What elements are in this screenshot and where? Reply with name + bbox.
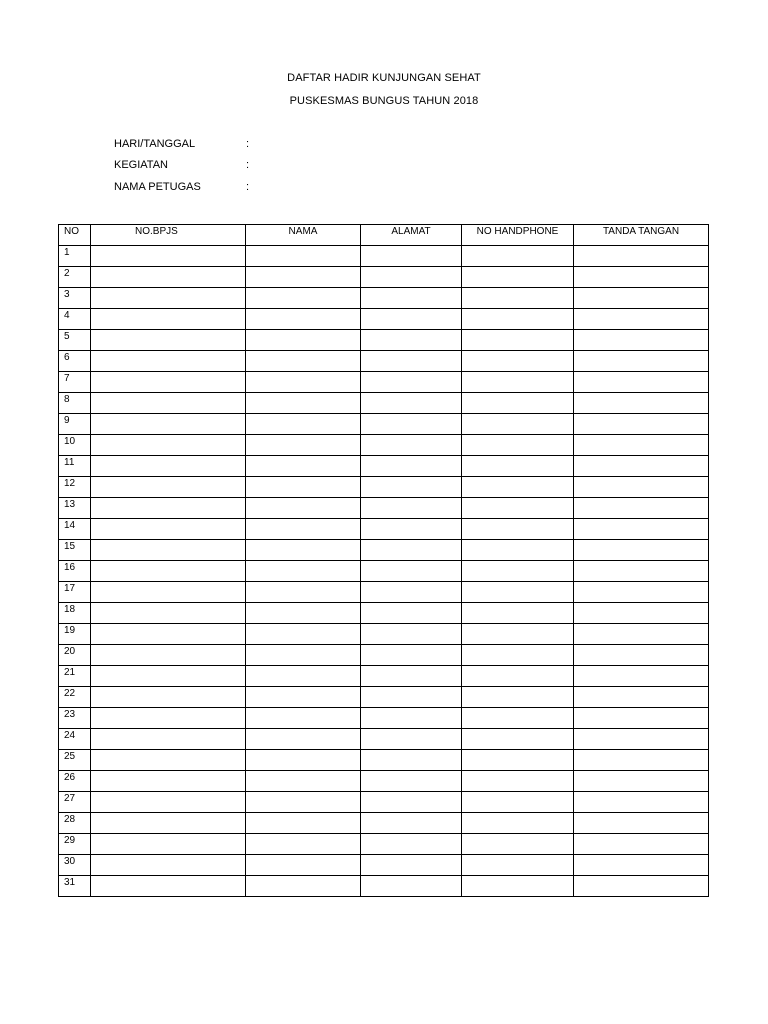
- cell-alamat: [361, 351, 462, 372]
- cell-nama: [246, 603, 361, 624]
- row-number: 19: [59, 624, 91, 645]
- cell-nama: [246, 582, 361, 603]
- cell-tanda-tangan: [574, 834, 709, 855]
- cell-tanda-tangan: [574, 708, 709, 729]
- cell-no-handphone: [462, 624, 574, 645]
- row-number: 31: [59, 876, 91, 897]
- cell-no-bpjs: [91, 540, 246, 561]
- table-row: [59, 519, 709, 540]
- cell-nama: [246, 246, 361, 267]
- cell-tanda-tangan: [574, 582, 709, 603]
- row-number: 16: [59, 561, 91, 582]
- cell-alamat: [361, 750, 462, 771]
- cell-alamat: [361, 414, 462, 435]
- cell-tanda-tangan: [574, 855, 709, 876]
- table-row: [59, 456, 709, 477]
- cell-alamat: [361, 624, 462, 645]
- table-row: [59, 582, 709, 603]
- cell-tanda-tangan: [574, 687, 709, 708]
- cell-tanda-tangan: [574, 498, 709, 519]
- row-number: 4: [59, 309, 91, 330]
- row-number: 3: [59, 288, 91, 309]
- cell-no-bpjs: [91, 750, 246, 771]
- row-number: 11: [59, 456, 91, 477]
- cell-no-handphone: [462, 771, 574, 792]
- table-row: [59, 435, 709, 456]
- header-no-bpjs: NO.BPJS: [91, 225, 246, 246]
- cell-tanda-tangan: [574, 435, 709, 456]
- cell-no-bpjs: [91, 603, 246, 624]
- cell-nama: [246, 708, 361, 729]
- row-number: 27: [59, 792, 91, 813]
- cell-nama: [246, 393, 361, 414]
- cell-no-handphone: [462, 729, 574, 750]
- cell-nama: [246, 414, 361, 435]
- table-row: [59, 540, 709, 561]
- cell-tanda-tangan: [574, 561, 709, 582]
- table-row: [59, 393, 709, 414]
- table-row: [59, 351, 709, 372]
- cell-alamat: [361, 435, 462, 456]
- table-header-row: [59, 225, 709, 246]
- cell-nama: [246, 687, 361, 708]
- cell-nama: [246, 435, 361, 456]
- cell-nama: [246, 834, 361, 855]
- cell-no-bpjs: [91, 624, 246, 645]
- field-nama-petugas: [114, 181, 249, 193]
- cell-alamat: [361, 309, 462, 330]
- cell-no-bpjs: [91, 267, 246, 288]
- cell-no-bpjs: [91, 456, 246, 477]
- cell-no-handphone: [462, 582, 574, 603]
- cell-nama: [246, 330, 361, 351]
- field-hari-tanggal: [114, 138, 249, 150]
- table-row: [59, 561, 709, 582]
- cell-nama: [246, 267, 361, 288]
- cell-tanda-tangan: [574, 351, 709, 372]
- cell-no-bpjs: [91, 855, 246, 876]
- cell-tanda-tangan: [574, 603, 709, 624]
- cell-alamat: [361, 540, 462, 561]
- cell-no-handphone: [462, 330, 574, 351]
- row-number: 30: [59, 855, 91, 876]
- cell-no-handphone: [462, 498, 574, 519]
- cell-tanda-tangan: [574, 477, 709, 498]
- cell-no-handphone: [462, 414, 574, 435]
- cell-nama: [246, 561, 361, 582]
- cell-no-bpjs: [91, 813, 246, 834]
- cell-no-handphone: [462, 666, 574, 687]
- cell-nama: [246, 372, 361, 393]
- cell-no-handphone: [462, 519, 574, 540]
- cell-no-bpjs: [91, 561, 246, 582]
- cell-alamat: [361, 603, 462, 624]
- cell-alamat: [361, 498, 462, 519]
- field-separator: :: [246, 159, 250, 171]
- row-number: 12: [59, 477, 91, 498]
- field-label: KEGIATAN: [114, 159, 168, 171]
- row-number: 29: [59, 834, 91, 855]
- field-kegiatan: [114, 159, 249, 171]
- cell-no-handphone: [462, 645, 574, 666]
- cell-nama: [246, 288, 361, 309]
- table-row: [59, 624, 709, 645]
- cell-tanda-tangan: [574, 813, 709, 834]
- cell-tanda-tangan: [574, 267, 709, 288]
- row-number: 10: [59, 435, 91, 456]
- table-row: [59, 372, 709, 393]
- cell-no-handphone: [462, 267, 574, 288]
- row-number: 1: [59, 246, 91, 267]
- table-row: [59, 792, 709, 813]
- cell-alamat: [361, 519, 462, 540]
- cell-alamat: [361, 666, 462, 687]
- cell-alamat: [361, 288, 462, 309]
- row-number: 15: [59, 540, 91, 561]
- cell-no-bpjs: [91, 792, 246, 813]
- row-number: 21: [59, 666, 91, 687]
- cell-no-bpjs: [91, 309, 246, 330]
- cell-tanda-tangan: [574, 666, 709, 687]
- cell-nama: [246, 876, 361, 897]
- cell-alamat: [361, 246, 462, 267]
- row-number: 26: [59, 771, 91, 792]
- cell-nama: [246, 813, 361, 834]
- field-separator: :: [246, 181, 250, 193]
- row-number: 2: [59, 267, 91, 288]
- table-row: [59, 288, 709, 309]
- cell-no-handphone: [462, 393, 574, 414]
- row-number: 6: [59, 351, 91, 372]
- field-label: HARI/TANGGAL: [114, 138, 196, 150]
- cell-no-bpjs: [91, 414, 246, 435]
- table-row: [59, 834, 709, 855]
- cell-nama: [246, 456, 361, 477]
- table-row: [59, 330, 709, 351]
- table-row: [59, 687, 709, 708]
- cell-alamat: [361, 834, 462, 855]
- cell-no-bpjs: [91, 435, 246, 456]
- table-row: [59, 645, 709, 666]
- cell-no-handphone: [462, 288, 574, 309]
- row-number: 5: [59, 330, 91, 351]
- cell-alamat: [361, 372, 462, 393]
- cell-alamat: [361, 687, 462, 708]
- cell-no-bpjs: [91, 498, 246, 519]
- cell-tanda-tangan: [574, 645, 709, 666]
- cell-tanda-tangan: [574, 771, 709, 792]
- cell-no-handphone: [462, 876, 574, 897]
- cell-tanda-tangan: [574, 624, 709, 645]
- table-row: [59, 855, 709, 876]
- cell-tanda-tangan: [574, 876, 709, 897]
- cell-no-bpjs: [91, 351, 246, 372]
- field-separator: :: [246, 138, 250, 150]
- header-tanda-tangan: TANDA TANGAN: [574, 225, 709, 246]
- cell-tanda-tangan: [574, 729, 709, 750]
- row-number: 14: [59, 519, 91, 540]
- cell-no-handphone: [462, 309, 574, 330]
- row-number: 25: [59, 750, 91, 771]
- table-row: [59, 309, 709, 330]
- cell-no-bpjs: [91, 477, 246, 498]
- field-label: NAMA PETUGAS: [114, 181, 201, 193]
- table-row: [59, 876, 709, 897]
- header-no-handphone: NO HANDPHONE: [462, 225, 574, 246]
- row-number: 28: [59, 813, 91, 834]
- table-row: [59, 813, 709, 834]
- cell-no-handphone: [462, 792, 574, 813]
- header-no: NO: [59, 225, 91, 246]
- cell-nama: [246, 666, 361, 687]
- header-nama: NAMA: [246, 225, 361, 246]
- row-number: 24: [59, 729, 91, 750]
- cell-no-handphone: [462, 603, 574, 624]
- table-row: [59, 603, 709, 624]
- cell-no-bpjs: [91, 393, 246, 414]
- cell-no-handphone: [462, 477, 574, 498]
- table-row: [59, 708, 709, 729]
- cell-no-handphone: [462, 708, 574, 729]
- cell-alamat: [361, 813, 462, 834]
- cell-no-bpjs: [91, 771, 246, 792]
- cell-no-bpjs: [91, 708, 246, 729]
- cell-no-handphone: [462, 834, 574, 855]
- cell-no-handphone: [462, 372, 574, 393]
- table-row: [59, 771, 709, 792]
- cell-nama: [246, 519, 361, 540]
- cell-alamat: [361, 330, 462, 351]
- cell-no-handphone: [462, 813, 574, 834]
- cell-alamat: [361, 561, 462, 582]
- cell-tanda-tangan: [574, 414, 709, 435]
- cell-tanda-tangan: [574, 330, 709, 351]
- cell-tanda-tangan: [574, 288, 709, 309]
- table-row: [59, 477, 709, 498]
- cell-nama: [246, 771, 361, 792]
- cell-no-bpjs: [91, 666, 246, 687]
- cell-tanda-tangan: [574, 246, 709, 267]
- row-number: 13: [59, 498, 91, 519]
- cell-nama: [246, 729, 361, 750]
- document-title: DAFTAR HADIR KUNJUNGAN SEHAT: [287, 72, 481, 84]
- cell-alamat: [361, 708, 462, 729]
- row-number: 20: [59, 645, 91, 666]
- cell-alamat: [361, 393, 462, 414]
- cell-no-handphone: [462, 540, 574, 561]
- cell-alamat: [361, 792, 462, 813]
- cell-no-handphone: [462, 246, 574, 267]
- cell-nama: [246, 750, 361, 771]
- cell-alamat: [361, 582, 462, 603]
- cell-nama: [246, 498, 361, 519]
- attendance-table: [58, 224, 709, 897]
- cell-no-handphone: [462, 687, 574, 708]
- table-row: [59, 750, 709, 771]
- cell-nama: [246, 477, 361, 498]
- cell-no-handphone: [462, 855, 574, 876]
- cell-alamat: [361, 729, 462, 750]
- row-number: 9: [59, 414, 91, 435]
- cell-alamat: [361, 855, 462, 876]
- row-number: 7: [59, 372, 91, 393]
- cell-alamat: [361, 645, 462, 666]
- cell-no-bpjs: [91, 288, 246, 309]
- cell-alamat: [361, 477, 462, 498]
- cell-tanda-tangan: [574, 372, 709, 393]
- cell-alamat: [361, 771, 462, 792]
- row-number: 17: [59, 582, 91, 603]
- cell-no-handphone: [462, 435, 574, 456]
- cell-no-bpjs: [91, 834, 246, 855]
- table-row: [59, 666, 709, 687]
- cell-no-bpjs: [91, 687, 246, 708]
- row-number: 23: [59, 708, 91, 729]
- cell-no-handphone: [462, 456, 574, 477]
- cell-tanda-tangan: [574, 456, 709, 477]
- cell-no-handphone: [462, 561, 574, 582]
- cell-nama: [246, 309, 361, 330]
- cell-tanda-tangan: [574, 309, 709, 330]
- cell-no-bpjs: [91, 246, 246, 267]
- cell-no-handphone: [462, 351, 574, 372]
- cell-no-bpjs: [91, 876, 246, 897]
- cell-tanda-tangan: [574, 393, 709, 414]
- cell-no-handphone: [462, 750, 574, 771]
- row-number: 18: [59, 603, 91, 624]
- cell-nama: [246, 645, 361, 666]
- table-row: [59, 729, 709, 750]
- cell-alamat: [361, 876, 462, 897]
- table-row: [59, 267, 709, 288]
- cell-no-bpjs: [91, 582, 246, 603]
- cell-nama: [246, 540, 361, 561]
- cell-nama: [246, 624, 361, 645]
- cell-nama: [246, 855, 361, 876]
- table-row: [59, 246, 709, 267]
- header-alamat: ALAMAT: [361, 225, 462, 246]
- document-subtitle: PUSKESMAS BUNGUS TAHUN 2018: [289, 95, 479, 107]
- cell-tanda-tangan: [574, 519, 709, 540]
- cell-no-bpjs: [91, 330, 246, 351]
- table-row: [59, 498, 709, 519]
- row-number: 8: [59, 393, 91, 414]
- cell-nama: [246, 351, 361, 372]
- cell-no-bpjs: [91, 645, 246, 666]
- cell-tanda-tangan: [574, 750, 709, 771]
- row-number: 22: [59, 687, 91, 708]
- table-row: [59, 414, 709, 435]
- cell-no-bpjs: [91, 372, 246, 393]
- cell-no-bpjs: [91, 519, 246, 540]
- cell-nama: [246, 792, 361, 813]
- cell-no-bpjs: [91, 729, 246, 750]
- cell-tanda-tangan: [574, 792, 709, 813]
- table-body: [59, 246, 709, 897]
- cell-alamat: [361, 267, 462, 288]
- cell-alamat: [361, 456, 462, 477]
- cell-tanda-tangan: [574, 540, 709, 561]
